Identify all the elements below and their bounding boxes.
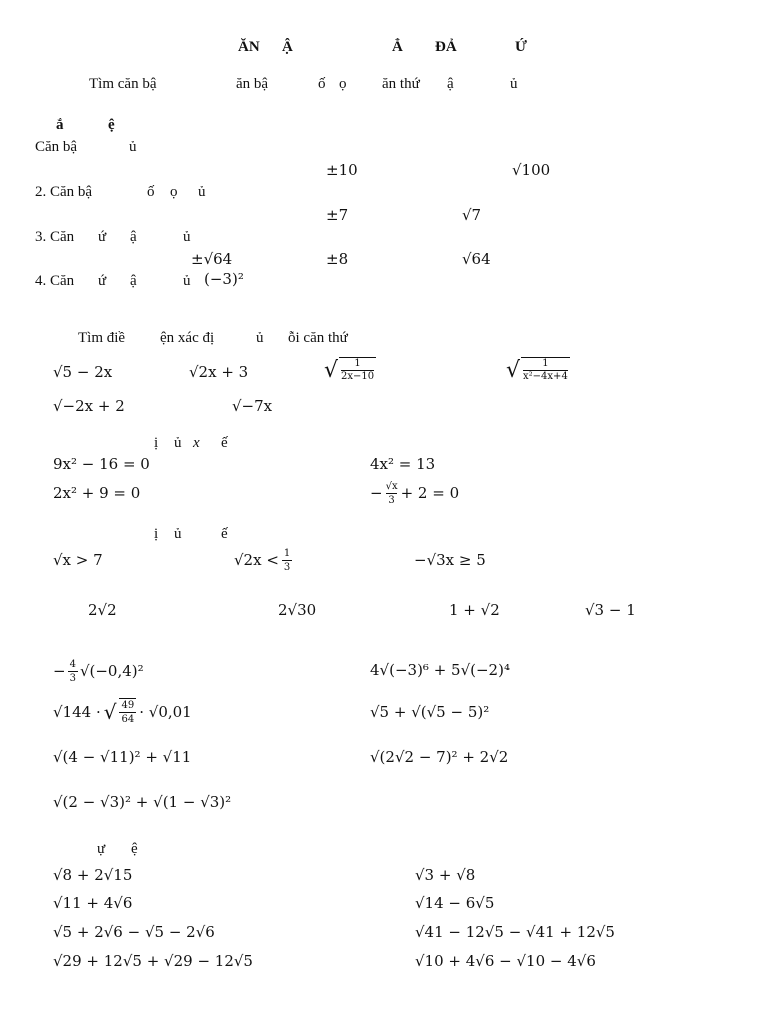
s3-heading-b: ủ	[174, 435, 182, 451]
s1-heading-g: ủ	[510, 76, 518, 92]
s2-heading-b: ện xác đị	[160, 330, 215, 346]
sqrt-sign: √	[103, 700, 117, 724]
value-3: 1 + √2	[449, 601, 500, 619]
inequality-3: −√3x ≥ 5	[414, 551, 486, 569]
sqrt-sign: √	[324, 357, 339, 383]
q2-label-b: ố	[147, 184, 155, 200]
fraction-numerator: 1	[283, 547, 291, 559]
nested-sqrt-6: √41 − 12√5 − √41 + 12√5	[415, 923, 615, 941]
q2-label-a: 2. Căn bậ	[35, 184, 93, 200]
q3-label-c: ậ	[130, 229, 137, 245]
title-part-5: Ứ	[515, 39, 527, 55]
fraction-denominator: 3	[69, 672, 76, 684]
simplify-expr-3	[53, 694, 192, 730]
fraction-denominator: 3	[283, 561, 291, 573]
q3-option-a: ±√64	[191, 250, 233, 268]
s2-heading-c: ủ	[256, 330, 264, 346]
equation-4	[370, 474, 459, 512]
s1-heading-d: ọ	[339, 76, 347, 92]
s1-heading-c: ố	[318, 76, 326, 92]
q1-option-b: √100	[512, 161, 551, 179]
domain-expr-5: √−2x + 2	[53, 397, 125, 415]
simplify-expr-2: 4√(−3)⁶ + 5√(−2)⁴	[370, 661, 510, 679]
q2-label-d: ủ	[198, 184, 206, 200]
q1-label-a: Căn bậ	[35, 139, 78, 155]
s4-heading-c: ế	[221, 526, 228, 542]
minus-sign: −	[53, 662, 66, 680]
inequality-left: √2x <	[234, 551, 279, 569]
equation-3: 2x² + 9 = 0	[53, 484, 141, 502]
domain-expr-4	[506, 350, 570, 390]
domain-expr-1: √5 − 2x	[53, 363, 113, 381]
sqrt-sign: √	[506, 357, 521, 383]
q2-option-b: √7	[462, 206, 482, 224]
fraction-numerator: 4	[69, 658, 76, 670]
s1-sub-a: ắ	[56, 117, 64, 133]
simplify-expr-7: √(2 − √3)² + √(1 − √3)²	[53, 793, 232, 811]
s1-heading-a: Tìm căn bậ	[89, 76, 157, 92]
equation-rest: + 2 = 0	[400, 484, 460, 502]
q4-expression: (−3)²	[204, 270, 244, 288]
fraction-numerator: 1	[542, 358, 549, 369]
q2-option-a: ±7	[326, 206, 349, 224]
q3-label-d: ủ	[183, 229, 191, 245]
s1-heading-b: ăn bậ	[236, 76, 269, 92]
fraction-denominator: x²−4x+4	[523, 371, 568, 382]
s1-heading-e: ăn thứ	[382, 76, 420, 92]
q4-label-b: ứ	[98, 273, 107, 289]
fraction-denominator: 2x−10	[341, 371, 375, 382]
s7-heading-b: ệ	[131, 841, 138, 857]
nested-sqrt-8: √10 + 4√6 − √10 − 4√6	[415, 952, 596, 970]
s7-heading-a: ự	[97, 841, 106, 857]
simplify-expr-6: √(2√2 − 7)² + 2√2	[370, 748, 509, 766]
title-part-4: ĐẢ	[435, 39, 457, 55]
s4-heading-a: ị	[154, 526, 159, 542]
title-part-3: Ẳ	[392, 39, 403, 55]
title-part-2: Ậ	[282, 39, 293, 55]
nested-sqrt-1: √8 + 2√15	[53, 866, 133, 884]
q1-option-a: ±10	[326, 161, 358, 179]
nested-sqrt-4: √14 − 6√5	[415, 894, 495, 912]
nested-sqrt-3: √11 + 4√6	[53, 894, 133, 912]
q1-label-b: ủ	[129, 139, 137, 155]
q2-label-c: ọ	[170, 184, 178, 200]
s2-heading-a: Tìm điề	[78, 330, 126, 346]
s4-heading-b: ủ	[174, 526, 182, 542]
nested-sqrt-5: √5 + 2√6 − √5 − 2√6	[53, 923, 215, 941]
q4-label-d: ủ	[183, 273, 191, 289]
s1-sub-b: ệ	[108, 117, 115, 133]
domain-expr-6: √−7x	[232, 397, 273, 415]
q4-label-c: ậ	[130, 273, 137, 289]
nested-sqrt-2: √3 + √8	[415, 866, 476, 884]
simplify-expr-4: √5 + √(√5 − 5)²	[370, 703, 490, 721]
sqrt-expression: √(−0,4)²	[79, 662, 144, 680]
q3-option-c: √64	[462, 250, 491, 268]
fraction-denominator: 3	[388, 494, 395, 506]
q3-label-a: 3. Căn	[35, 229, 75, 245]
s3-heading-d: ế	[221, 435, 228, 451]
s2-heading-d: ỗi căn thứ	[288, 330, 348, 346]
inequality-1: √x > 7	[53, 551, 103, 569]
value-4: √3 − 1	[585, 601, 636, 619]
inequality-2	[234, 541, 292, 579]
equation-2: 4x² = 13	[370, 455, 436, 473]
nested-sqrt-7: √29 + 12√5 + √29 − 12√5	[53, 952, 253, 970]
domain-expr-2: √2x + 3	[189, 363, 249, 381]
simplify-expr-1	[53, 654, 144, 688]
q4-label-a: 4. Căn	[35, 273, 75, 289]
s3-heading-a: ị	[154, 435, 159, 451]
equation-1: 9x² − 16 = 0	[53, 455, 150, 473]
domain-expr-3	[324, 350, 376, 390]
simplify-expr-5: √(4 − √11)² + √11	[53, 748, 192, 766]
sqrt-expression: √144 ·	[53, 703, 101, 721]
sqrt-expression: · √0,01	[139, 703, 192, 721]
s3-heading-c: x	[193, 435, 200, 451]
fraction-denominator: 64	[121, 714, 135, 725]
fraction-numerator: 1	[354, 358, 361, 369]
value-2: 2√30	[278, 601, 317, 619]
q3-option-b: ±8	[326, 250, 349, 268]
title-part-1: ĂN	[238, 39, 260, 55]
fraction-numerator: 49	[121, 700, 135, 711]
value-1: 2√2	[88, 601, 117, 619]
minus-sign: −	[370, 484, 383, 502]
q3-label-b: ứ	[98, 229, 107, 245]
s1-heading-f: ậ	[447, 76, 454, 92]
fraction-numerator: √x	[385, 480, 398, 492]
